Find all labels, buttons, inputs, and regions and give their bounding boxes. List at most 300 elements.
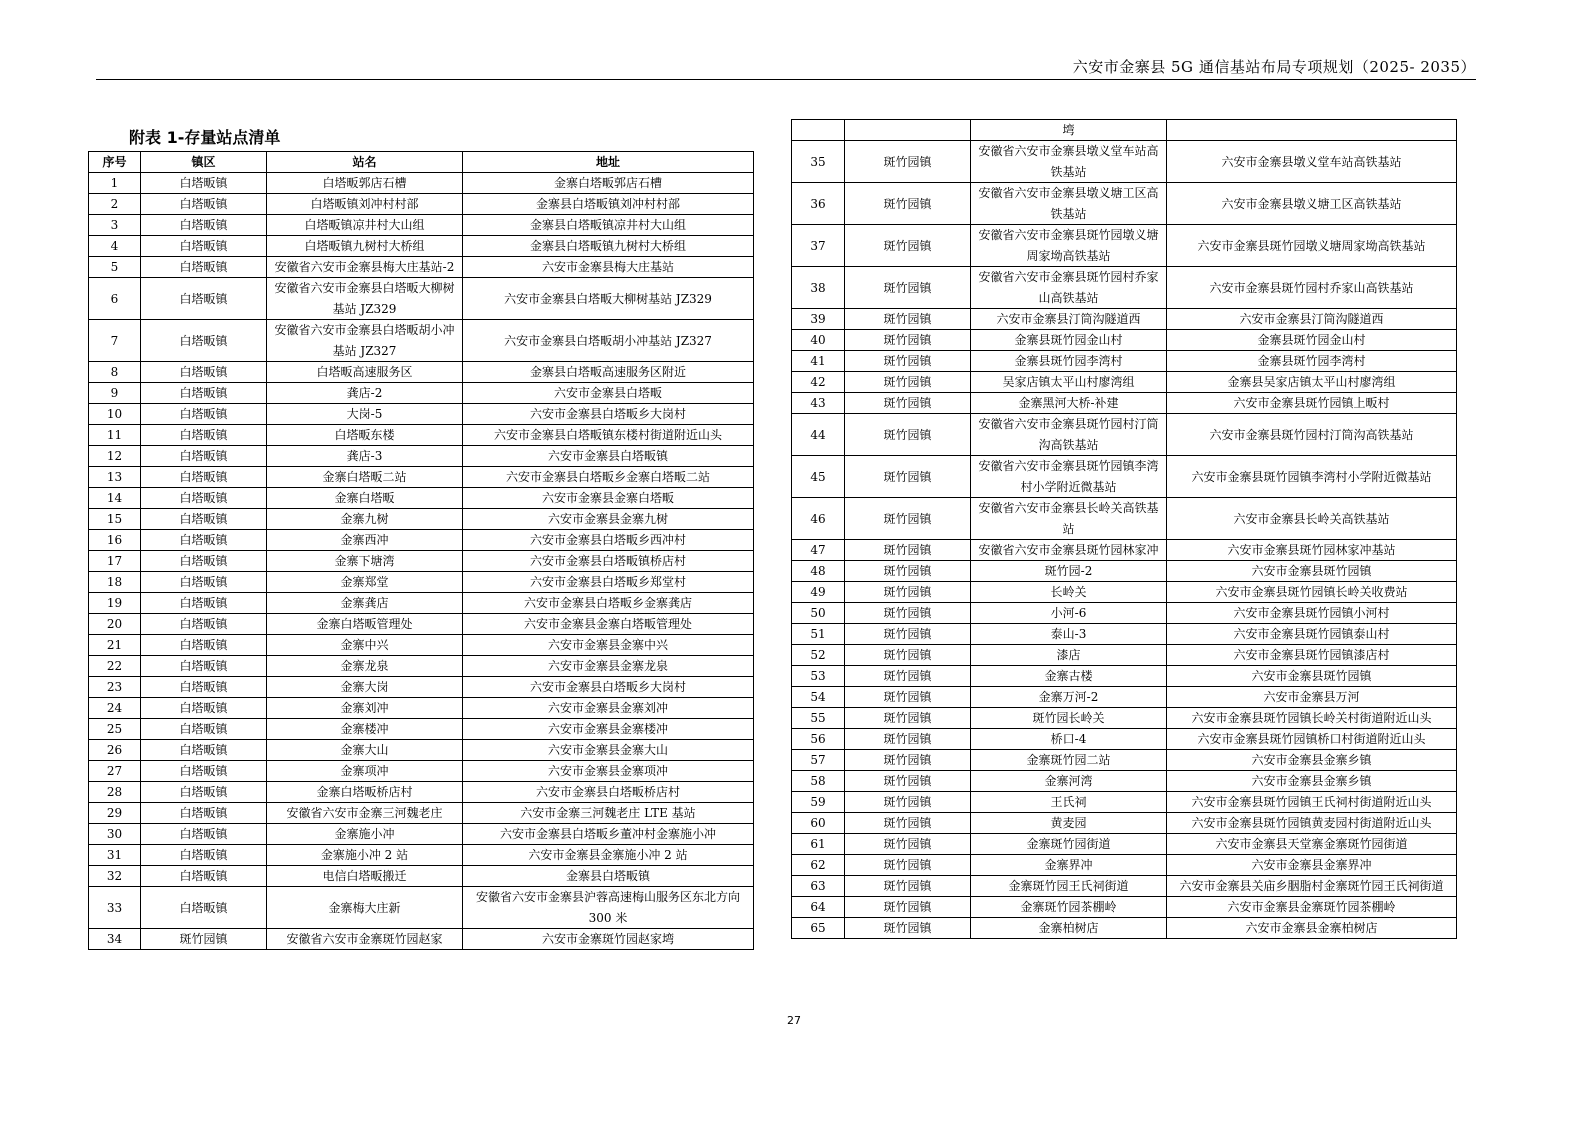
cell-name: 电信白塔畈搬迁: [267, 866, 463, 887]
cell-address: 六安市金寨斑竹园赵家塆: [463, 929, 754, 950]
cell-address: 六安市金寨县金寨大山: [463, 740, 754, 761]
cell-seq: 43: [792, 393, 845, 414]
cell-name: 白塔畈镇九树村大桥组: [267, 236, 463, 257]
cell-seq: 54: [792, 687, 845, 708]
cell-seq: 40: [792, 330, 845, 351]
table-row: [89, 320, 754, 362]
table-header-row: [89, 152, 754, 173]
cell-name: 安徽省六安市金寨县白塔畈胡小冲基站 JZ327: [267, 320, 463, 362]
cell-address: 六安市金寨县金寨白塔畈管理处: [463, 614, 754, 635]
table-row: [89, 845, 754, 866]
station-table-right: [791, 119, 1457, 939]
table-row: [89, 572, 754, 593]
cell-name: 金寨黑河大桥-补建: [971, 393, 1167, 414]
header-rule: [96, 79, 1476, 80]
cell-town: 白塔畈镇: [141, 593, 267, 614]
cell-name: 六安市金寨县汀筒沟隧道西: [971, 309, 1167, 330]
table-row: [89, 929, 754, 950]
cell-seq: 37: [792, 225, 845, 267]
cell-address: 六安市金寨县金寨刘冲: [463, 698, 754, 719]
table-row: [89, 551, 754, 572]
cell-seq: 45: [792, 456, 845, 498]
cell-address: 六安市金寨县斑竹园村乔家山高铁基站: [1167, 267, 1457, 309]
cell-name: 安徽省六安市金寨县斑竹园村汀筒沟高铁基站: [971, 414, 1167, 456]
cell-address: 六安市金寨县金寨楼冲: [463, 719, 754, 740]
cell-address: 六安市金寨县金寨白塔畈: [463, 488, 754, 509]
cell-address: 六安市金寨县白塔畈镇东楼村街道附近山头: [463, 425, 754, 446]
cell-town: 斑竹园镇: [845, 267, 971, 309]
header-town: 镇区: [141, 152, 267, 173]
cell-name: 金寨河湾: [971, 771, 1167, 792]
table-row: [792, 183, 1457, 225]
cell-name: 金寨斑竹园街道: [971, 834, 1167, 855]
cell-seq: 47: [792, 540, 845, 561]
cell-name: 金寨大山: [267, 740, 463, 761]
cell-address: 六安市金寨县金寨斑竹园茶棚岭: [1167, 897, 1457, 918]
cell-address: 金寨县斑竹园金山村: [1167, 330, 1457, 351]
cell-town: 白塔畈镇: [141, 467, 267, 488]
table-row: [792, 498, 1457, 540]
cell-address: 六安市金寨县白塔畈乡大岗村: [463, 404, 754, 425]
table-row: [792, 792, 1457, 813]
cell-town: 白塔畈镇: [141, 236, 267, 257]
cell-seq: 55: [792, 708, 845, 729]
cell-name: 金寨斑竹园二站: [971, 750, 1167, 771]
cell-seq: 39: [792, 309, 845, 330]
table-row: [792, 687, 1457, 708]
cell-address: 六安市金寨县斑竹园镇长岭关村街道附近山头: [1167, 708, 1457, 729]
cell-name: 安徽省六安市金寨三河魏老庄: [267, 803, 463, 824]
table-row: [89, 194, 754, 215]
cell-seq: 28: [89, 782, 141, 803]
table-row: [792, 603, 1457, 624]
cell-name: 金寨县斑竹园李湾村: [971, 351, 1167, 372]
cell-name: 金寨西冲: [267, 530, 463, 551]
cell-seq: 10: [89, 404, 141, 425]
cell-address: 六安市金寨县白塔畈桥店村: [463, 782, 754, 803]
cell-address: 六安市金寨县白塔畈乡董冲村金寨施小冲: [463, 824, 754, 845]
cell-name: 长岭关: [971, 582, 1167, 603]
cell-name: 金寨梅大庄新: [267, 887, 463, 929]
cell-town: 白塔畈镇: [141, 446, 267, 467]
cell-town: 斑竹园镇: [845, 918, 971, 939]
cell-name: 金寨龚店: [267, 593, 463, 614]
cell-name: 白塔畈镇刘冲村村部: [267, 194, 463, 215]
cell-town: 白塔畈镇: [141, 509, 267, 530]
cell-town: 斑竹园镇: [845, 393, 971, 414]
cell-name: 金寨县斑竹园金山村: [971, 330, 1167, 351]
cell-town: 白塔畈镇: [141, 383, 267, 404]
cell-address: 六安市金寨县斑竹园墩义塘周家坳高铁基站: [1167, 225, 1457, 267]
cell-seq: 22: [89, 656, 141, 677]
cell-seq: 5: [89, 257, 141, 278]
cell-name: 桥口-4: [971, 729, 1167, 750]
cell-name: 金寨斑竹园茶棚岭: [971, 897, 1167, 918]
cell-address: 六安市金寨县金寨界冲: [1167, 855, 1457, 876]
table-row: [792, 771, 1457, 792]
section-title: 附表 1-存量站点清单: [129, 128, 281, 147]
cell-seq: 23: [89, 677, 141, 698]
cell-address: 六安市金寨县墩义堂车站高铁基站: [1167, 141, 1457, 183]
cell-seq: 12: [89, 446, 141, 467]
cell-address: 六安市金寨县白塔畈乡西冲村: [463, 530, 754, 551]
cell-address: 六安市金寨县白塔畈大柳树基站 JZ329: [463, 278, 754, 320]
cell-town: 斑竹园镇: [845, 372, 971, 393]
cell-seq: 61: [792, 834, 845, 855]
cell-town: 白塔畈镇: [141, 677, 267, 698]
cell-seq: 50: [792, 603, 845, 624]
cell-town: 斑竹园镇: [845, 456, 971, 498]
table-row: [792, 813, 1457, 834]
cell-seq: 56: [792, 729, 845, 750]
table-row: [89, 677, 754, 698]
table-row: [792, 225, 1457, 267]
cell-address: 六安市金寨三河魏老庄 LTE 基站: [463, 803, 754, 824]
cell-address: 金寨县斑竹园李湾村: [1167, 351, 1457, 372]
cell-name: 龚店-3: [267, 446, 463, 467]
cell-name: 白塔畈郭店石槽: [267, 173, 463, 194]
cell-address: 六安市金寨县白塔畈: [463, 383, 754, 404]
cell-town: 白塔畈镇: [141, 845, 267, 866]
cell-seq: 42: [792, 372, 845, 393]
table-row: [792, 561, 1457, 582]
cell-name: 白塔畈东楼: [267, 425, 463, 446]
cell-address: 六安市金寨县汀筒沟隧道西: [1167, 309, 1457, 330]
cell-town: 白塔畈镇: [141, 278, 267, 320]
cell-name: 黄麦园: [971, 813, 1167, 834]
cell-address: 六安市金寨县金寨施小冲 2 站: [463, 845, 754, 866]
table-row: [792, 918, 1457, 939]
table-row-continuation: [792, 120, 1457, 141]
cell-name: 安徽省六安市金寨县斑竹园林家冲: [971, 540, 1167, 561]
cell-town: 斑竹园镇: [845, 687, 971, 708]
cell-seq: 11: [89, 425, 141, 446]
cell-address: 六安市金寨县天堂寨金寨斑竹园街道: [1167, 834, 1457, 855]
cell-name: 漆店: [971, 645, 1167, 666]
cell-address: 六安市金寨县白塔畈乡金寨白塔畈二站: [463, 467, 754, 488]
cell-address: 六安市金寨县斑竹园镇泰山村: [1167, 624, 1457, 645]
cell-town: 斑竹园镇: [845, 792, 971, 813]
cell-seq: 48: [792, 561, 845, 582]
table-row: [89, 215, 754, 236]
cell-seq: 25: [89, 719, 141, 740]
table-row: [792, 897, 1457, 918]
cell-name: 金寨刘冲: [267, 698, 463, 719]
cell-name: 龚店-2: [267, 383, 463, 404]
cell-address: 六安市金寨县白塔畈镇: [463, 446, 754, 467]
cell-seq: 29: [89, 803, 141, 824]
cell-name: 白塔畈镇凉井村大山组: [267, 215, 463, 236]
cell-name: 金寨界冲: [971, 855, 1167, 876]
table-row: [89, 383, 754, 404]
cell-name: 斑竹园-2: [971, 561, 1167, 582]
cell-seq: 62: [792, 855, 845, 876]
cell-address: 六安市金寨县长岭关高铁基站: [1167, 498, 1457, 540]
cell-seq: 8: [89, 362, 141, 383]
cell-address: 六安市金寨县斑竹园村汀筒沟高铁基站: [1167, 414, 1457, 456]
cell-seq: 65: [792, 918, 845, 939]
cell-town: 白塔畈镇: [141, 803, 267, 824]
cell-seq: 58: [792, 771, 845, 792]
table-row: [89, 824, 754, 845]
cell-town: 白塔畈镇: [141, 257, 267, 278]
cell-town: 白塔畈镇: [141, 656, 267, 677]
cell-town: 白塔畈镇: [141, 824, 267, 845]
cell-name: 安徽省六安市金寨县斑竹园村乔家山高铁基站: [971, 267, 1167, 309]
cell-seq: 44: [792, 414, 845, 456]
cell-address: 六安市金寨县白塔畈乡金寨龚店: [463, 593, 754, 614]
cell-address: 金寨县白塔畈高速服务区附近: [463, 362, 754, 383]
cell-address: 六安市金寨县斑竹园镇桥口村街道附近山头: [1167, 729, 1457, 750]
cell-name: 金寨施小冲 2 站: [267, 845, 463, 866]
cell-seq: 35: [792, 141, 845, 183]
cell-seq: 52: [792, 645, 845, 666]
cell-address: 金寨县白塔畈镇: [463, 866, 754, 887]
cell-address: 六安市金寨县金寨乡镇: [1167, 771, 1457, 792]
cell-town: 白塔畈镇: [141, 173, 267, 194]
table-row: [89, 278, 754, 320]
cell-name: 安徽省六安市金寨县白塔畈大柳树基站 JZ329: [267, 278, 463, 320]
cell-town: 白塔畈镇: [141, 635, 267, 656]
cell-seq: 15: [89, 509, 141, 530]
cell-seq: 19: [89, 593, 141, 614]
cell-seq: 60: [792, 813, 845, 834]
cell-seq: 51: [792, 624, 845, 645]
cell-town: 白塔畈镇: [141, 698, 267, 719]
cell-address: 金寨县吴家店镇太平山村廖湾组: [1167, 372, 1457, 393]
table-row: [89, 614, 754, 635]
cell-address: 六安市金寨县金寨龙泉: [463, 656, 754, 677]
cell-seq: 6: [89, 278, 141, 320]
cell-name: 大岗-5: [267, 404, 463, 425]
cell-seq: 33: [89, 887, 141, 929]
cell-town: 斑竹园镇: [845, 708, 971, 729]
cell-town: 白塔畈镇: [141, 425, 267, 446]
cell-seq: 20: [89, 614, 141, 635]
table-row: [792, 750, 1457, 771]
cell-town: 斑竹园镇: [845, 666, 971, 687]
cell-address: 六安市金寨县金寨九树: [463, 509, 754, 530]
cell-address: 六安市金寨县斑竹园镇: [1167, 561, 1457, 582]
cell-address: 六安市金寨县金寨柏树店: [1167, 918, 1457, 939]
cell-address: 六安市金寨县梅大庄基站: [463, 257, 754, 278]
cell-address: 六安市金寨县斑竹园镇上畈村: [1167, 393, 1457, 414]
cell-name: 金寨白塔畈: [267, 488, 463, 509]
cell-town: 白塔畈镇: [141, 320, 267, 362]
table-row: [89, 257, 754, 278]
cell-seq: 49: [792, 582, 845, 603]
cell-name: 金寨大岗: [267, 677, 463, 698]
table-row: [792, 309, 1457, 330]
table-row: [792, 372, 1457, 393]
cell-town: 斑竹园镇: [845, 183, 971, 225]
cell-name: 金寨万河-2: [971, 687, 1167, 708]
table-row: [89, 446, 754, 467]
cell-address: 六安市金寨县斑竹园林家冲基站: [1167, 540, 1457, 561]
cell-town: 白塔畈镇: [141, 215, 267, 236]
cell-name: 斑竹园长岭关: [971, 708, 1167, 729]
cell-address: 金寨县白塔畈镇凉井村大山组: [463, 215, 754, 236]
cell-address: 六安市金寨县白塔畈乡郑堂村: [463, 572, 754, 593]
table-row: [89, 425, 754, 446]
cell-name: 金寨斑竹园王氏祠街道: [971, 876, 1167, 897]
table-row: [792, 708, 1457, 729]
cell-town: 白塔畈镇: [141, 530, 267, 551]
cell-seq: 53: [792, 666, 845, 687]
cell-seq: 4: [89, 236, 141, 257]
cell-town: 白塔畈镇: [141, 614, 267, 635]
cell-seq: [792, 120, 845, 141]
station-table-left: [88, 151, 754, 950]
table-row: [89, 404, 754, 425]
cell-town: 白塔畈镇: [141, 866, 267, 887]
cell-address: 六安市金寨县斑竹园镇: [1167, 666, 1457, 687]
cell-town: 斑竹园镇: [141, 929, 267, 950]
cell-seq: 59: [792, 792, 845, 813]
table-row: [792, 267, 1457, 309]
table-row: [89, 488, 754, 509]
cell-town: 斑竹园镇: [845, 414, 971, 456]
table-row: [792, 141, 1457, 183]
cell-seq: 34: [89, 929, 141, 950]
cell-address: 六安市金寨县白塔畈镇桥店村: [463, 551, 754, 572]
cell-address: 六安市金寨县万河: [1167, 687, 1457, 708]
cell-seq: 27: [89, 761, 141, 782]
cell-town: 斑竹园镇: [845, 771, 971, 792]
table-row: [792, 330, 1457, 351]
header-address: 地址: [463, 152, 754, 173]
cell-name: 安徽省六安市金寨县墩义塘工区高铁基站: [971, 183, 1167, 225]
cell-town: 白塔畈镇: [141, 761, 267, 782]
cell-town: 斑竹园镇: [845, 813, 971, 834]
cell-town: 斑竹园镇: [845, 540, 971, 561]
cell-address: 六安市金寨县斑竹园镇漆店村: [1167, 645, 1457, 666]
table-row: [89, 362, 754, 383]
cell-name: 金寨柏树店: [971, 918, 1167, 939]
cell-address: 安徽省六安市金寨县沪蓉高速梅山服务区东北方向 300 米: [463, 887, 754, 929]
cell-town: 白塔畈镇: [141, 551, 267, 572]
cell-address: 金寨县白塔畈镇九树村大桥组: [463, 236, 754, 257]
table-row: [792, 666, 1457, 687]
table-row: [89, 593, 754, 614]
table-row: [792, 582, 1457, 603]
cell-name: 金寨九树: [267, 509, 463, 530]
cell-seq: 64: [792, 897, 845, 918]
cell-address: 六安市金寨县墩义塘工区高铁基站: [1167, 183, 1457, 225]
cell-town: 斑竹园镇: [845, 876, 971, 897]
cell-name: 金寨白塔畈二站: [267, 467, 463, 488]
cell-seq: 26: [89, 740, 141, 761]
cell-seq: 46: [792, 498, 845, 540]
header-name: 站名: [267, 152, 463, 173]
table-row: [792, 456, 1457, 498]
cell-name: 王氏祠: [971, 792, 1167, 813]
cell-address: 六安市金寨县金寨项冲: [463, 761, 754, 782]
cell-seq: 16: [89, 530, 141, 551]
cell-town: 白塔畈镇: [141, 740, 267, 761]
cell-name: 安徽省六安市金寨斑竹园赵家: [267, 929, 463, 950]
cell-name: 金寨白塔畈桥店村: [267, 782, 463, 803]
cell-address: 六安市金寨县斑竹园镇黄麦园村街道附近山头: [1167, 813, 1457, 834]
table-row: [89, 698, 754, 719]
cell-address: 六安市金寨县金寨中兴: [463, 635, 754, 656]
page-number: 27: [787, 1014, 801, 1027]
cell-name: 安徽省六安市金寨县斑竹园墩义塘周家坳高铁基站: [971, 225, 1167, 267]
cell-address: 六安市金寨县斑竹园镇王氏祠村街道附近山头: [1167, 792, 1457, 813]
cell-town: 斑竹园镇: [845, 561, 971, 582]
cell-town: 白塔畈镇: [141, 887, 267, 929]
table-row: [792, 351, 1457, 372]
cell-seq: 2: [89, 194, 141, 215]
table-row: [89, 719, 754, 740]
cell-seq: 24: [89, 698, 141, 719]
cell-name: 金寨白塔畈管理处: [267, 614, 463, 635]
table-row: [792, 645, 1457, 666]
table-row: [89, 803, 754, 824]
cell-name: 金寨龙泉: [267, 656, 463, 677]
table-row: [792, 624, 1457, 645]
cell-seq: 18: [89, 572, 141, 593]
table-row: [792, 540, 1457, 561]
cell-town: 斑竹园镇: [845, 225, 971, 267]
cell-name: 吴家店镇太平山村廖湾组: [971, 372, 1167, 393]
cell-town: 斑竹园镇: [845, 141, 971, 183]
cell-name: 塆: [971, 120, 1167, 141]
cell-seq: 38: [792, 267, 845, 309]
cell-address: 金寨白塔畈郭店石槽: [463, 173, 754, 194]
cell-address: 六安市金寨县斑竹园镇李湾村小学附近微基站: [1167, 456, 1457, 498]
cell-town: 斑竹园镇: [845, 309, 971, 330]
cell-address: 六安市金寨县关庙乡胭脂村金寨斑竹园王氏祠街道: [1167, 876, 1457, 897]
cell-seq: 9: [89, 383, 141, 404]
cell-name: 金寨项冲: [267, 761, 463, 782]
table-row: [792, 729, 1457, 750]
cell-name: 金寨中兴: [267, 635, 463, 656]
table-row: [792, 855, 1457, 876]
cell-town: 白塔畈镇: [141, 404, 267, 425]
cell-town: 斑竹园镇: [845, 330, 971, 351]
cell-town: 白塔畈镇: [141, 782, 267, 803]
cell-address: 六安市金寨县斑竹园镇小河村: [1167, 603, 1457, 624]
cell-seq: 31: [89, 845, 141, 866]
cell-seq: 13: [89, 467, 141, 488]
cell-name: 金寨施小冲: [267, 824, 463, 845]
cell-town: 白塔畈镇: [141, 362, 267, 383]
cell-seq: 41: [792, 351, 845, 372]
cell-seq: 14: [89, 488, 141, 509]
cell-address: 六安市金寨县斑竹园镇长岭关收费站: [1167, 582, 1457, 603]
cell-town: 白塔畈镇: [141, 194, 267, 215]
cell-name: 泰山-3: [971, 624, 1167, 645]
cell-name: 金寨郑堂: [267, 572, 463, 593]
cell-seq: 32: [89, 866, 141, 887]
cell-address: 六安市金寨县金寨乡镇: [1167, 750, 1457, 771]
table-row: [89, 782, 754, 803]
table-row: [89, 761, 754, 782]
table-row: [89, 236, 754, 257]
table-row: [89, 866, 754, 887]
table-row: [89, 740, 754, 761]
document-title: 六安市金寨县 5G 通信基站布局专项规划（2025- 2035）: [1072, 58, 1476, 76]
cell-name: 金寨楼冲: [267, 719, 463, 740]
cell-town: 斑竹园镇: [845, 582, 971, 603]
cell-name: 小河-6: [971, 603, 1167, 624]
cell-town: 白塔畈镇: [141, 488, 267, 509]
table-row: [89, 635, 754, 656]
cell-town: [845, 120, 971, 141]
cell-seq: 36: [792, 183, 845, 225]
table-row: [792, 834, 1457, 855]
